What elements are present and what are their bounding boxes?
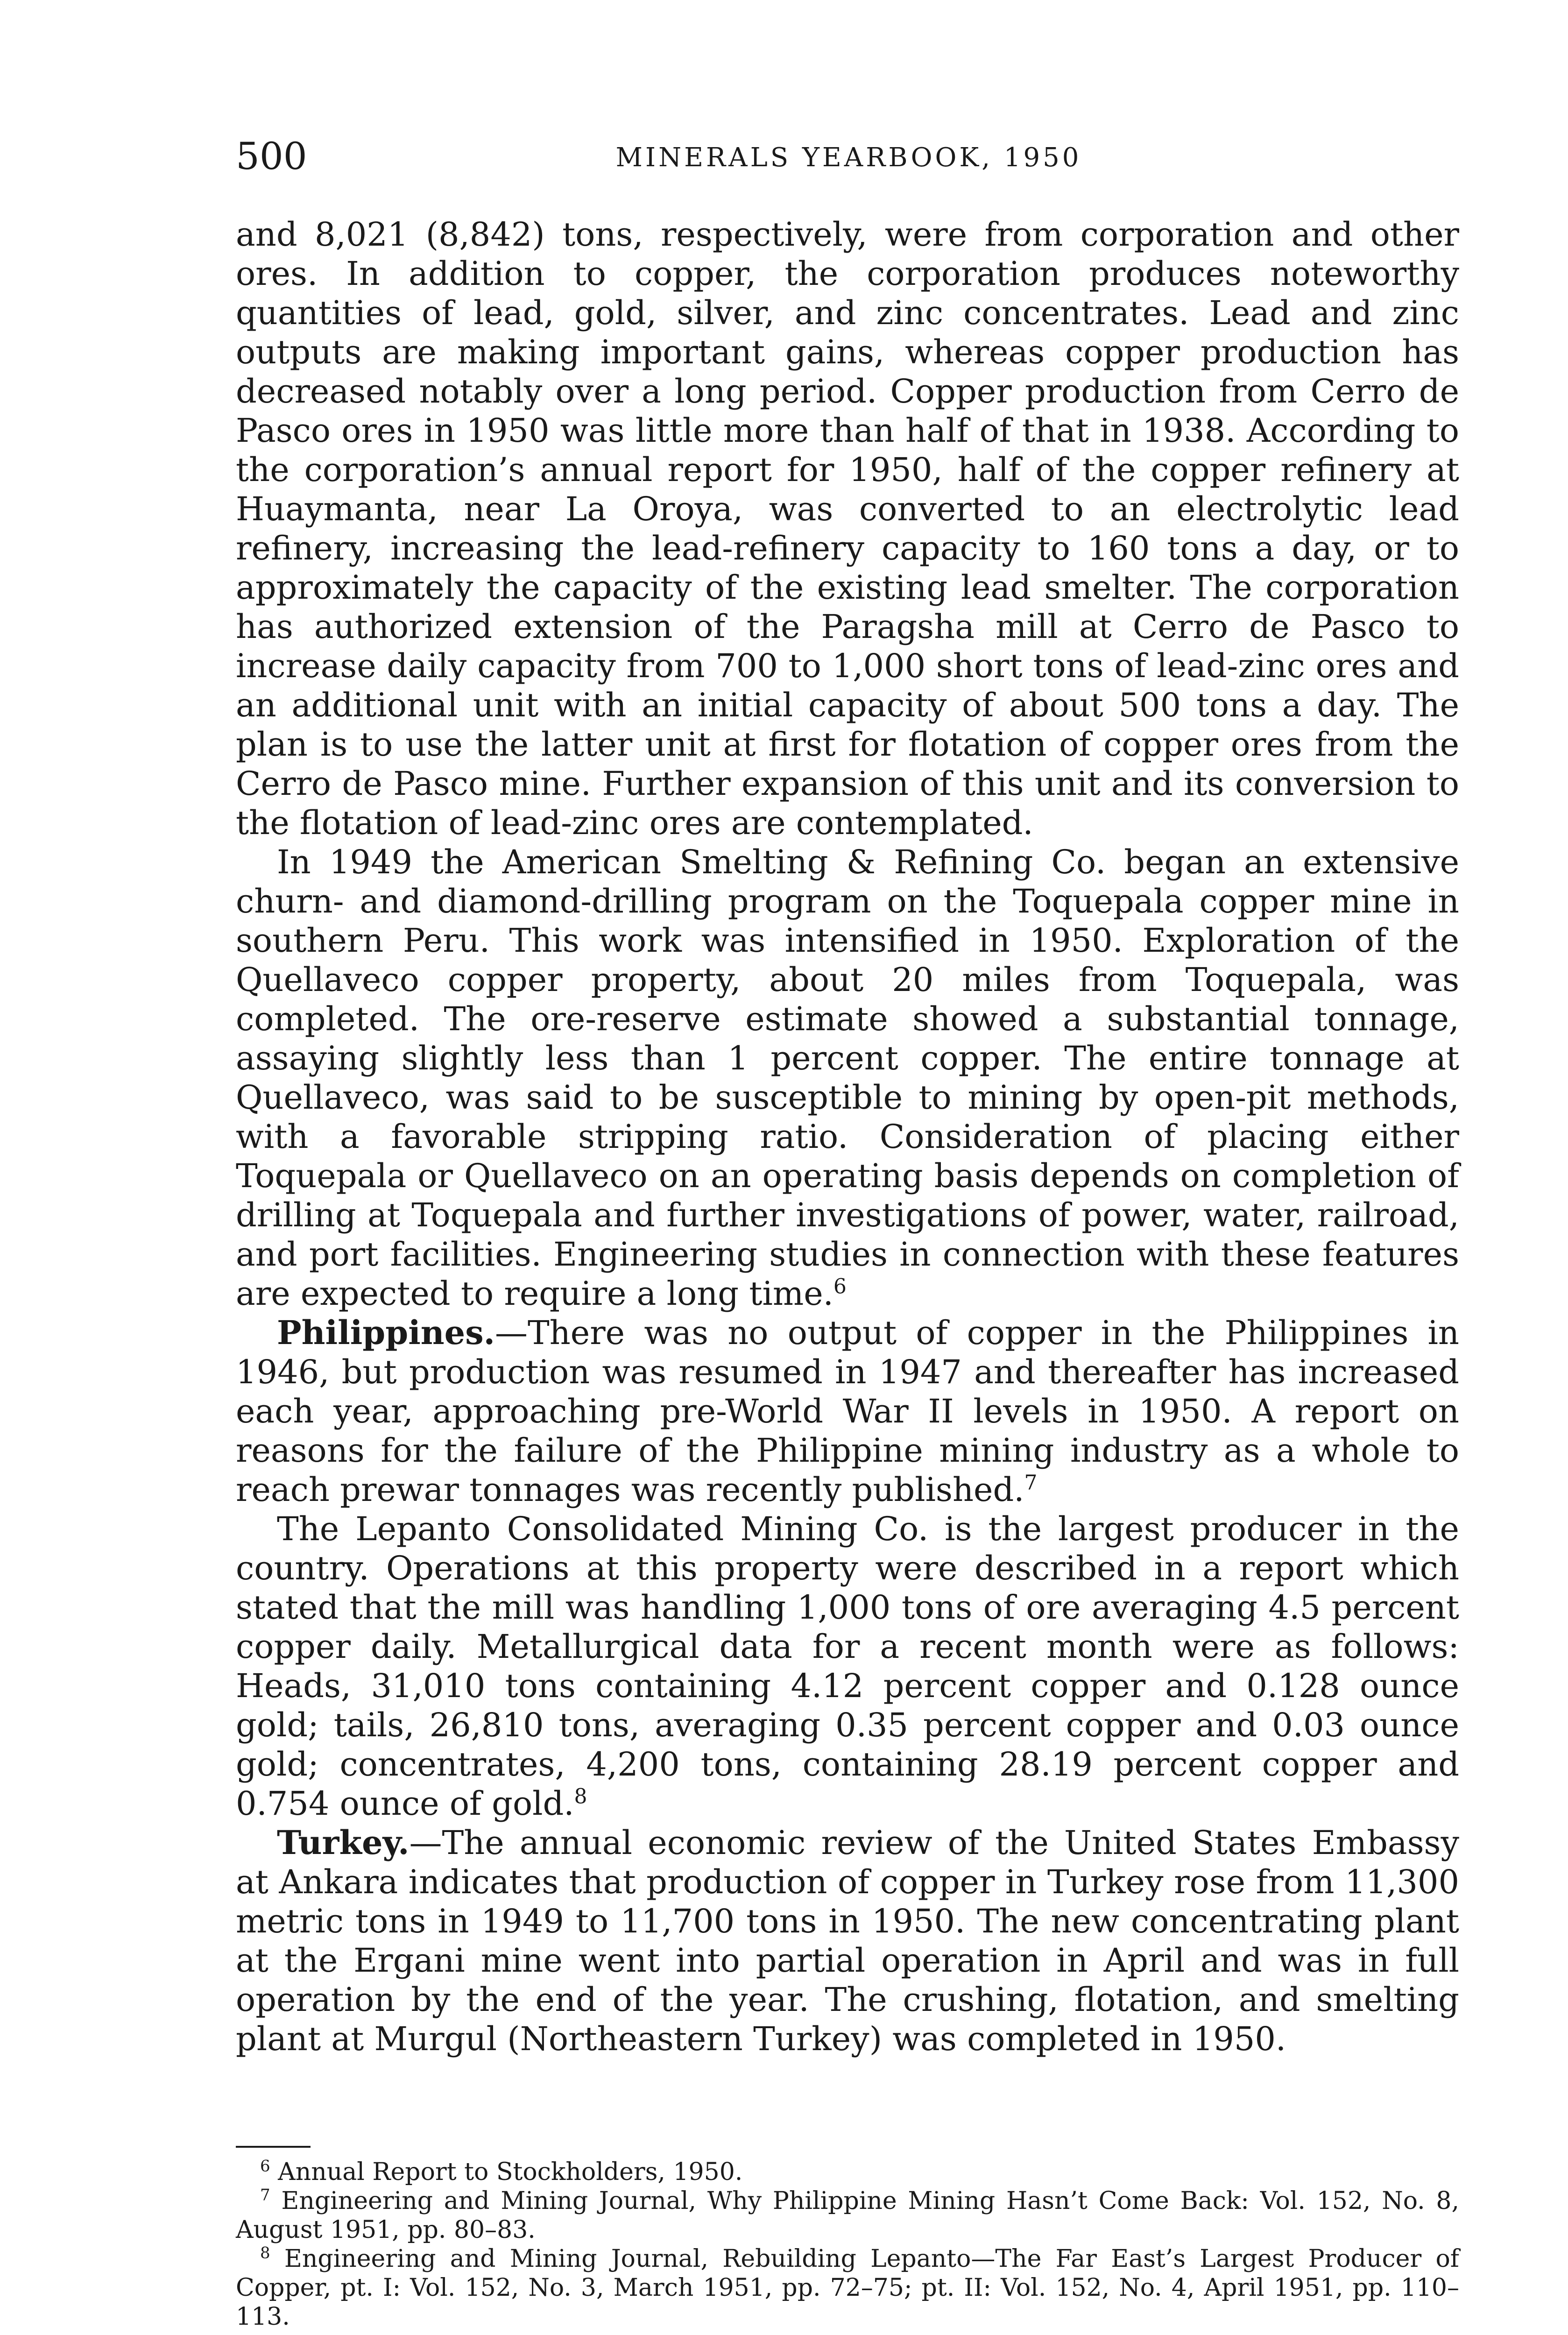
page-header bbox=[236, 135, 1462, 177]
section-heading-turkey: Turkey. bbox=[277, 1823, 410, 1862]
footnote-reference: 7 bbox=[1024, 1471, 1038, 1495]
footnote-text: Engineering and Mining Journal, Why Philippine Mining Hasn’t Come Back: Vol. 152, No. 8, August 1951, pp. 80–83. bbox=[236, 2187, 1459, 2244]
footnote-reference: 6 bbox=[833, 1274, 847, 1299]
paragraph-text: —There was no output of copper in the Philippines in 1946, but production was resumed in 1947 and thereafter has increased each year, approaching pre-World War II levels in 1950. A report on reasons for the failure of the Philippine mining industry as a whole to reach prewar tonnages was recently published. bbox=[236, 1314, 1459, 1509]
paragraph-text: The Lepanto Consolidated Mining Co. is the largest producer in the country. Operations at this property were described in a report which stated that the mill was handling 1,000 tons of ore averaging 4.5 percent copper daily. Metallurgical data for a recent month were as follows: Heads, 31,010 tons containing 4.12 percent copper and 0.128 ounce gold; tails, 26,810 tons, averaging 0.35 percent copper and 0.03 ounce gold; concentrates, 4,200 tons, containing 28.19 percent copper and 0.754 ounce of gold. bbox=[236, 1510, 1459, 1823]
paragraph bbox=[236, 215, 1459, 842]
section-heading-philippines: Philippines. bbox=[277, 1313, 495, 1352]
footnote-mark: 8 bbox=[260, 2243, 270, 2263]
footnotes bbox=[236, 2158, 1459, 2331]
page-number: 500 bbox=[236, 134, 307, 178]
footnote-mark: 6 bbox=[260, 2157, 270, 2176]
footnote bbox=[236, 2186, 1459, 2244]
footnote-text: Annual Report to Stockholders, 1950. bbox=[278, 2158, 743, 2186]
paragraph bbox=[236, 1509, 1459, 1823]
footnote-divider bbox=[236, 2146, 311, 2148]
paragraph bbox=[236, 1313, 1459, 1509]
paragraph bbox=[236, 1823, 1459, 2059]
footnote-text: Engineering and Mining Journal, Rebuilding Lepanto—The Far East’s Largest Producer of Copper, pt. I: Vol. 152, No. 3, March 1951, pp. 72–75; pt. II: Vol. 152, No. 4, April 1951, pp. 110–113. bbox=[236, 2245, 1460, 2331]
footnote-reference: 8 bbox=[574, 1784, 587, 1809]
running-title: MINERALS YEARBOOK, 1950 bbox=[615, 142, 1082, 173]
footnote-mark: 7 bbox=[260, 2186, 270, 2205]
paragraph bbox=[236, 842, 1459, 1313]
paragraph-text: and 8,021 (8,842) tons, respectively, were from corporation and other ores. In addition to copper, the corporation produces noteworthy quantities of lead, gold, silver, and zinc concentrates. Lead and zinc outputs are making important gains, whereas copper production has decreased notably over a long period. Copper production from Cerro de Pasco ores in 1950 was little more than half of that in 1938. According to the corporation’s annual report for 1950, half of the copper refinery at Huaymanta, near La Oroya, was converted to an electrolytic lead refinery, increasing the lead-refinery capacity to 160 tons a day, or to approximately the capacity of the existing lead smelter. The corporation has authorized extension of the Paragsha mill at Cerro de Pasco to increase daily capacity from 700 to 1,000 short tons of lead-zinc ores and an additional unit with an initial capacity of about 500 tons a day. The plan is to use the latter unit at first for flotation of copper ores from the Cerro de Pasco mine. Further expansion of this unit and its conversion to the flotation of lead-zinc ores are contemplated. bbox=[236, 215, 1459, 842]
paragraph-text: —The annual economic review of the United States Embassy at Ankara indicates that production of copper in Turkey rose from 11,300 metric tons in 1949 to 11,700 tons in 1950. The new concentrating plant at the Ergani mine went into partial operation in April and was in full operation by the end of the year. The crushing, flotation, and smelting plant at Murgul (Northeastern Turkey) was completed in 1950. bbox=[236, 1824, 1459, 2058]
footnote bbox=[236, 2244, 1459, 2331]
footnote bbox=[236, 2158, 1459, 2186]
body-text bbox=[236, 215, 1459, 2059]
paragraph-text: In 1949 the American Smelting & Refining Co. began an extensive churn- and diamond-drilling program on the Toquepala copper mine in southern Peru. This work was intensified in 1950. Exploration of the Quellaveco copper property, about 20 miles from Toquepala, was completed. The ore-reserve estimate showed a substantial tonnage, assaying slightly less than 1 percent copper. The entire tonnage at Quellaveco, was said to be susceptible to mining by open-pit methods, with a favorable stripping ratio. Consideration of placing either Toquepala or Quellaveco on an operating basis depends on completion of drilling at Toquepala and further investigations of power, water, railroad, and port facilities. Engineering studies in connection with these features are expected to require a long time. bbox=[236, 843, 1459, 1313]
